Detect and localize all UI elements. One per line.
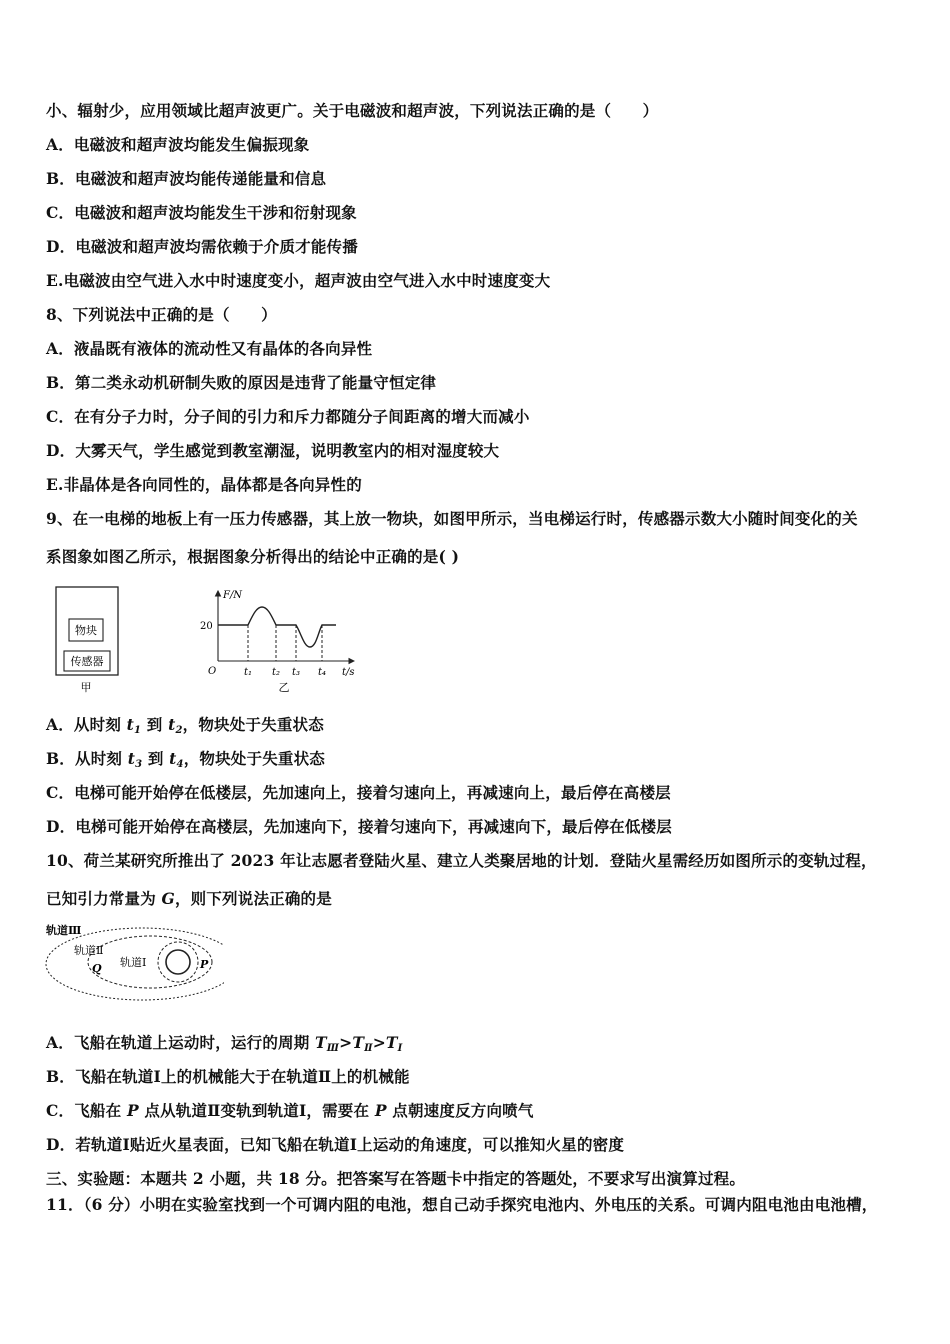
q8-option-b: B．第二类永动机研制失败的原因是违背了能量守恒定律	[46, 373, 437, 392]
point-q-label: Q	[92, 962, 102, 975]
section-3-heading: 三、实验题：本题共 2 小题，共 18 分。把答案写在答题卡中指定的答题处，不要求写出演算过程。	[46, 1169, 746, 1188]
q10c-post: 点朝速度反方向喷气	[386, 1101, 534, 1120]
sensor-label: 传感器	[70, 655, 104, 668]
point-p-label: P	[200, 958, 209, 971]
y-axis-label: F/N	[223, 590, 243, 601]
q10a-sub3: Ⅲ	[326, 1043, 340, 1054]
q10-orbit-figure	[44, 920, 224, 1010]
q7-option-a: A．电磁波和超声波均能发生偏振现象	[46, 135, 310, 154]
q7-option-c: C．电磁波和超声波均能发生干涉和衍射现象	[46, 203, 357, 222]
q7-option-d: D．电磁波和超声波均需依赖于介质才能传播	[46, 237, 358, 256]
q10-stem-line2	[46, 888, 920, 910]
q9a-post: ，物块处于失重状态	[182, 715, 324, 734]
q10c-pre: C．飞船在	[46, 1101, 127, 1120]
q10a-T2: T	[352, 1033, 365, 1052]
q9b-sub1: 3	[135, 759, 143, 770]
q10-option-d: D．若轨道Ⅰ贴近火星表面，已知飞船在轨道Ⅰ上运动的角速度，可以推知火星的密度	[46, 1135, 625, 1154]
q9a-sub1: 1	[134, 725, 142, 736]
block-label: 物块	[75, 624, 97, 637]
orbit-2-ellipse	[88, 936, 212, 988]
q10c-P1: P	[126, 1101, 139, 1120]
q9b-mid: 到	[142, 749, 170, 768]
q9-option-d: D．电梯可能开始停在高楼层，先加速向下，接着匀速向下，再减速向下，最后停在低楼层	[46, 817, 672, 836]
origin-label: O	[208, 666, 217, 677]
q10-option-b: B．飞船在轨道Ⅰ上的机械能大于在轨道Ⅱ上的机械能	[46, 1067, 410, 1086]
force-curve	[218, 607, 336, 647]
q10a-sub2: Ⅱ	[364, 1043, 373, 1054]
orbit-1-circle	[158, 942, 198, 982]
q7-option-e: E.电磁波由空气进入水中时速度变小，超声波由空气进入水中时速度变大	[46, 271, 551, 290]
q10c-mid: 点从轨道Ⅱ变轨到轨道Ⅰ，需要在	[138, 1101, 375, 1120]
x-tick-t4: t₄	[317, 667, 327, 678]
q9-option-a	[46, 714, 920, 742]
x-axis-label: t/s	[342, 667, 355, 678]
q7-stem: 小、辐射少，应用领域比超声波更广。关于电磁波和超声波，下列说法正确的是（ ）	[46, 101, 659, 120]
q9a-t2: t	[168, 715, 176, 734]
q10-stem-line1: 10、荷兰某研究所推出了 2023 年让志愿者登陆火星、建立人类聚居地的计划．登陆火星需经历如图所示的变轨过程，	[46, 851, 877, 870]
x-tick-t3: t₃	[291, 667, 301, 678]
q8-stem: 8、下列说法中正确的是（ ）	[46, 305, 277, 324]
q9a-sub2: 2	[175, 725, 183, 736]
q8-option-d: D．大雾天气，学生感觉到教室潮湿，说明教室内的相对湿度较大	[46, 441, 500, 460]
q7-option-b: B．电磁波和超声波均能传递能量和信息	[46, 169, 327, 188]
q9a-t: t	[126, 715, 134, 734]
q9-option-c: C．电梯可能开始停在低楼层，先加速向上，接着匀速向上，再减速向上，最后停在高楼层	[46, 783, 671, 802]
q11-stem: 11．（6 分）小明在实验室找到一个可调内阻的电池，想自己动手探究电池内、外电压的关系。可调内阻电池由电池槽，	[46, 1195, 878, 1214]
orbit-1-label: 轨道Ⅰ	[120, 956, 147, 969]
caption-yi: 乙	[278, 681, 290, 694]
y-tick-20: 20	[200, 621, 213, 632]
q10a-sub1: Ⅰ	[397, 1043, 403, 1054]
q9-stem-line1: 9、在一电梯的地板上有一压力传感器，其上放一物块，如图甲所示，当电梯运行时，传感器示数大小随时间变化的关	[46, 509, 858, 528]
x-tick-t1: t₁	[243, 667, 253, 678]
q8-option-c: C．在有分子力时，分子间的引力和斥力都随分子间距离的增大而减小	[46, 407, 530, 426]
caption-jia: 甲	[80, 681, 92, 694]
q10a-pre: A．飞船在轨道上运动时，运行的周期	[46, 1033, 316, 1052]
q8-option-e: E.非晶体是各向同性的，晶体都是各向异性的	[46, 475, 362, 494]
q10-stem-post: ，则下列说法正确的是	[174, 889, 332, 908]
mars-circle	[166, 950, 190, 974]
x-tick-t2: t₂	[271, 667, 281, 678]
q9-figure-yi	[196, 585, 366, 697]
q10a-gt2: >	[372, 1033, 386, 1052]
q10c-P2: P	[374, 1101, 387, 1120]
q9b-sub2: 4	[176, 759, 184, 770]
q9b-pre: B．从时刻	[46, 749, 128, 768]
q10a-T1: T	[385, 1033, 398, 1052]
q10-option-c	[46, 1100, 920, 1122]
q9b-post: ，物块处于失重状态	[183, 749, 326, 768]
q9b-t: t	[127, 749, 136, 768]
q9-figure-jia	[48, 585, 128, 697]
q10a-gt1: >	[339, 1033, 353, 1052]
orbit-2-label: 轨道Ⅱ	[74, 944, 104, 957]
orbit-3-label: 轨道Ⅲ	[46, 924, 82, 937]
q10-stem-pre: 已知引力常量为	[46, 889, 162, 908]
q9-option-b	[46, 748, 920, 776]
q9a-pre: A．从时刻	[46, 715, 127, 734]
q10a-T3: T	[315, 1033, 327, 1052]
q9b-t2: t	[169, 749, 177, 768]
q9a-mid: 到	[141, 715, 169, 734]
q9-stem-line2: 系图象如图乙所示，根据图象分析得出的结论中正确的是( )	[46, 547, 460, 566]
q10-option-a	[46, 1032, 920, 1060]
q8-option-a: A．液晶既有液体的流动性又有晶体的各向异性	[46, 339, 373, 358]
q10-stem-G: G	[161, 889, 175, 908]
